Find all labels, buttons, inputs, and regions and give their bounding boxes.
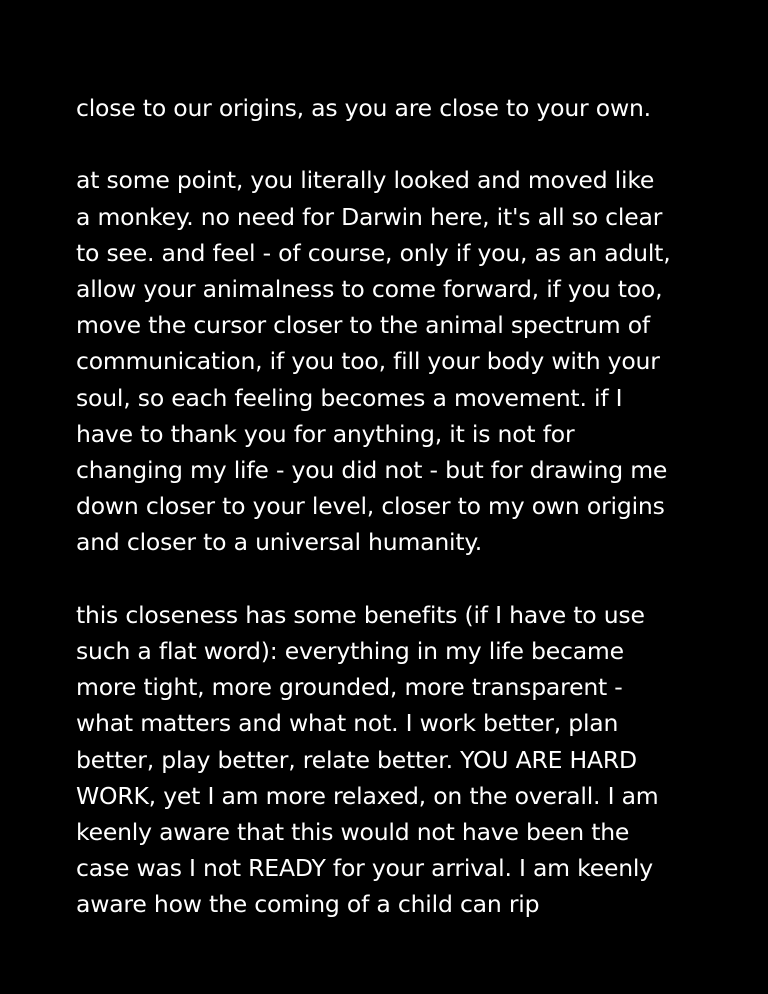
text-line: at some point, you literally looked and moved like bbox=[76, 166, 655, 195]
text-line: close to our origins, as you are close to your own. bbox=[76, 94, 651, 122]
text-line: soul, so each feeling becomes a movement. if I bbox=[76, 383, 623, 412]
text-line: a monkey. no need for Darwin here, it's all so clear bbox=[76, 202, 663, 231]
text-line: and closer to a universal humanity. bbox=[76, 528, 483, 557]
text-line: aware how the coming of a child can rip bbox=[76, 890, 540, 919]
text-line: changing my life - you did not - but for drawing me bbox=[76, 456, 668, 485]
text-line: such a flat word): everything in my life became bbox=[76, 637, 624, 666]
paragraph-2 bbox=[76, 162, 716, 560]
text-line: better, play better, relate better. YOU ARE HARD bbox=[76, 745, 637, 774]
paragraph-1 bbox=[76, 90, 716, 126]
text-line: more tight, more grounded, more transparent - bbox=[76, 673, 623, 702]
text-line: move the cursor closer to the animal spectrum of bbox=[76, 311, 650, 340]
text-line: allow your animalness to come forward, if you too, bbox=[76, 275, 663, 303]
text-line: communication, if you too, fill your body with your bbox=[76, 347, 660, 376]
text-line: have to thank you for anything, it is not for bbox=[76, 419, 575, 448]
text-line: this closeness has some benefits (if I have to use bbox=[76, 600, 645, 629]
paragraph-3 bbox=[76, 597, 716, 923]
text-line: WORK, yet I am more relaxed, on the overall. I am bbox=[76, 781, 659, 810]
text-line: keenly aware that this would not have been the bbox=[76, 818, 630, 847]
text-line: to see. and feel - of course, only if you, as an adult, bbox=[76, 238, 671, 267]
body-text bbox=[76, 90, 716, 959]
text-line: what matters and what not. I work better, plan bbox=[76, 709, 619, 738]
text-line: down closer to your level, closer to my own origins bbox=[76, 492, 665, 521]
text-line: case was I not READY for your arrival. I am keenly bbox=[76, 854, 653, 883]
